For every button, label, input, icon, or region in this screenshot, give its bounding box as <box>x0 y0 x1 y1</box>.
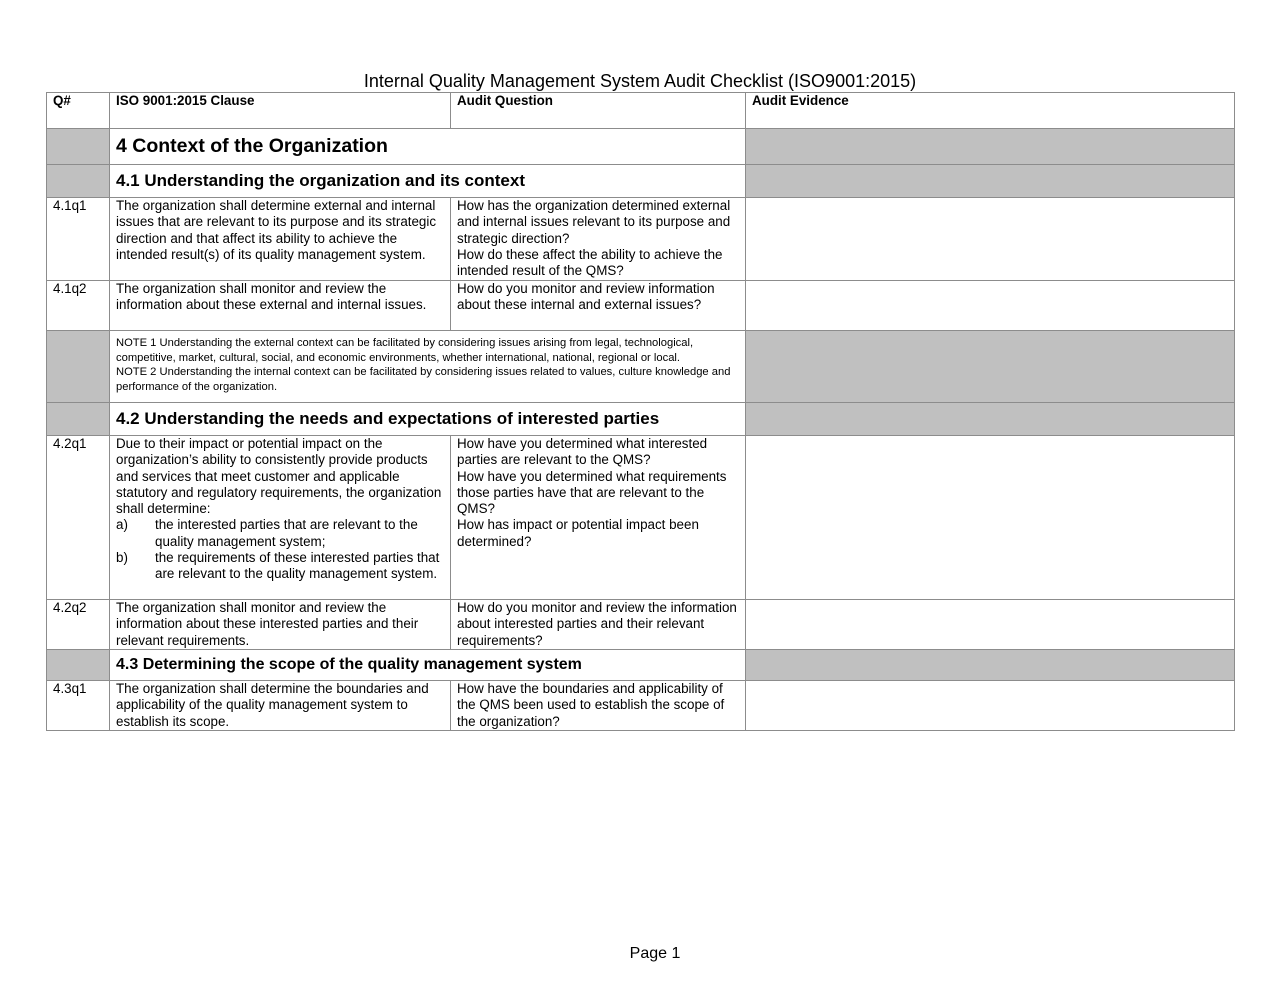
list-item <box>116 517 444 550</box>
audit-question <box>451 600 746 650</box>
header-q: Q# <box>47 93 110 129</box>
clause-text: The organization shall monitor and review the information about these interested parties and their relevant requirements. <box>110 600 451 650</box>
list-text: the interested parties that are relevant to the quality management system; <box>155 517 418 549</box>
clause-text: The organization shall monitor and review the information about these external and internal issues. <box>110 281 451 331</box>
section-q-cell <box>47 129 110 165</box>
audit-evidence-cell[interactable] <box>746 198 1235 281</box>
audit-evidence-cell[interactable] <box>746 281 1235 331</box>
question-id: 4.1q1 <box>47 198 110 281</box>
table-row <box>47 600 1235 650</box>
section-row-4 <box>47 129 1235 165</box>
section-title-4-1: 4.1 Understanding the organization and its context <box>110 165 746 198</box>
section-row-4-3 <box>47 650 1235 681</box>
audit-question <box>451 281 746 331</box>
section-q-cell <box>47 403 110 436</box>
clause-list <box>116 517 444 582</box>
section-q-cell <box>47 650 110 681</box>
section-row-4-1 <box>47 165 1235 198</box>
clause-text: The organization shall determine external and internal issues that are relevant to its purpose and its strategic direction and that affect its ability to achieve the intended result(s) of its quality management system. <box>110 198 451 281</box>
section-evidence-cell <box>746 165 1235 198</box>
question-line: How have you determined what interested parties are relevant to the QMS? <box>457 436 708 468</box>
question-line: How has impact or potential impact been determined? <box>457 517 699 549</box>
question-line: How have the boundaries and applicability of the QMS been used to establish the scope of the organization? <box>457 681 725 729</box>
note-row <box>47 331 1235 403</box>
header-clause: ISO 9001:2015 Clause <box>110 93 451 129</box>
list-marker: b) <box>116 550 128 566</box>
section-title-4-2: 4.2 Understanding the needs and expectations of interested parties <box>110 403 746 436</box>
document-title: Internal Quality Management System Audit Checklist (ISO9001:2015) <box>363 71 917 91</box>
table-row <box>47 198 1235 281</box>
question-id: 4.2q2 <box>47 600 110 650</box>
audit-evidence-cell[interactable] <box>746 600 1235 650</box>
page-number: Page 1 <box>629 945 681 962</box>
section-q-cell <box>47 165 110 198</box>
list-marker: a) <box>116 517 128 533</box>
list-text: the requirements of these interested parties that are relevant to the quality management system. <box>155 550 440 582</box>
note-2: NOTE 2 Understanding the internal context can be facilitated by considering issues related to values, culture knowledge and performance of the organization. <box>116 366 731 393</box>
question-line: How do you monitor and review the information about interested parties and their relevant requirements? <box>457 600 737 648</box>
clause-text: The organization shall determine the boundaries and applicability of the quality management system to establish its scope. <box>110 681 451 731</box>
section-evidence-cell <box>746 129 1235 165</box>
audit-question <box>451 681 746 731</box>
header-question: Audit Question <box>451 93 746 129</box>
note-1: NOTE 1 Understanding the external context can be facilitated by considering issues arising from legal, technological, competitive, market, cultural, social, and economic environments, whether international, national, regional or local. <box>116 337 694 364</box>
section-title-4: 4 Context of the Organization <box>110 129 746 165</box>
question-id: 4.1q2 <box>47 281 110 331</box>
clause-text <box>110 436 451 600</box>
table-row <box>47 681 1235 731</box>
audit-question <box>451 198 746 281</box>
list-item <box>116 550 444 583</box>
audit-evidence-cell[interactable] <box>746 681 1235 731</box>
clause-intro: Due to their impact or potential impact on the organization’s ability to consistently provide products and services that meet customer and applicable statutory and regulatory requirements, the organization shall determine: <box>116 436 442 517</box>
audit-evidence-cell[interactable] <box>746 436 1235 600</box>
section-row-4-2 <box>47 403 1235 436</box>
note-text <box>110 331 746 403</box>
table-row <box>47 436 1235 600</box>
audit-checklist-table <box>46 92 1235 731</box>
question-line: How have you determined what requirements those parties have that are relevant to the QMS? <box>457 468 727 517</box>
note-evidence-cell <box>746 331 1235 403</box>
table-row <box>47 281 1235 331</box>
section-evidence-cell <box>746 403 1235 436</box>
question-id: 4.2q1 <box>47 436 110 600</box>
question-id: 4.3q1 <box>47 681 110 731</box>
section-evidence-cell <box>746 650 1235 681</box>
question-line: How do you monitor and review information about these internal and external issues? <box>457 281 715 313</box>
question-line: How do these affect the ability to achieve the intended result of the QMS? <box>457 246 723 279</box>
question-line: How has the organization determined external and internal issues relevant to its purpose and strategic direction? <box>457 198 731 246</box>
audit-question <box>451 436 746 600</box>
section-title-4-3: 4.3 Determining the scope of the quality management system <box>110 650 746 681</box>
note-q-cell <box>47 331 110 403</box>
header-evidence: Audit Evidence <box>746 93 1235 129</box>
table-header-row <box>47 93 1235 129</box>
